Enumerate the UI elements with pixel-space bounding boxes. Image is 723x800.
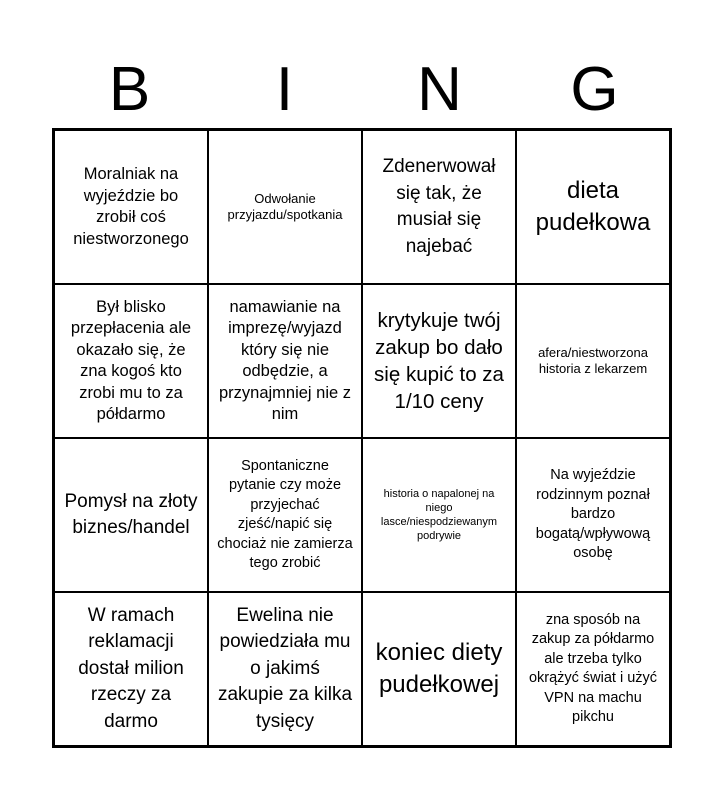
bingo-cell[interactable] [208,438,362,592]
cell-text: afera/niestworzona historia z lekarzem [538,345,648,376]
cell-text: koniec diety pudełkowej [375,639,503,698]
cell-text: Pomysł na złoty biznes/handel [64,490,198,538]
bingo-cell[interactable] [516,130,670,284]
cell-text: historia o napalonej na niego lasce/niespodziewanym podrywie [380,488,498,542]
bingo-cell[interactable] [516,592,670,746]
bingo-cell[interactable] [362,284,516,438]
bingo-cell[interactable] [54,438,208,592]
cell-text: Odwołanie przyjazdu/spotkania [227,191,343,222]
header-letter-g: G [570,55,619,124]
bingo-cell[interactable] [362,438,516,592]
bingo-header [52,52,672,128]
cell-text: W ramach reklamacji dostał milion rzeczy za darmo [78,604,184,732]
cell-text: krytykuje twój zakup bo dało się kupić to za 1/10 ceny [374,309,504,413]
bingo-cell[interactable] [54,130,208,284]
cell-text: Był blisko przepłacenia ale okazało się, że zna kogoś kto zrobi mu to za półdarmo [70,297,192,423]
header-letter-i: I [275,55,294,124]
bingo-cell[interactable] [208,284,362,438]
header-letter-b: B [108,55,151,124]
cell-text: Ewelina nie powiedziała mu o jakimś zakupie za kilka tysięcy [217,604,353,732]
bingo-cell[interactable] [54,284,208,438]
cell-text: namawianie na imprezę/wyjazd który się nie odbędzie, a przynajmniej nie z nim [218,297,352,423]
cell-text: Zdenerwował się tak, że musiał się najebać [382,156,496,257]
header-letter-n: N [417,55,462,124]
cell-text: zna sposób na zakup za półdarmo ale trzeba tylko okrążyć świat i użyć VPN na machu pikchu [528,611,658,725]
cell-text: Na wyjeździe rodzinnym poznał bardzo bogatą/wpływową osobę [535,467,651,562]
bingo-cell[interactable] [208,130,362,284]
bingo-cell[interactable] [54,592,208,746]
bingo-cell[interactable] [208,592,362,746]
bingo-cell[interactable] [362,130,516,284]
bingo-cell[interactable] [516,438,670,592]
cell-text: Moralniak na wyjeździe bo zrobił coś niestworzonego [73,165,189,248]
bingo-cell[interactable] [516,284,670,438]
bingo-board [52,128,672,748]
cell-text: dieta pudełkowa [535,177,651,236]
bingo-cell[interactable] [362,592,516,746]
cell-text: Spontaniczne pytanie czy może przyjechać zjeść/napić się chociaż nie zamierza tego zrobić [217,457,353,571]
